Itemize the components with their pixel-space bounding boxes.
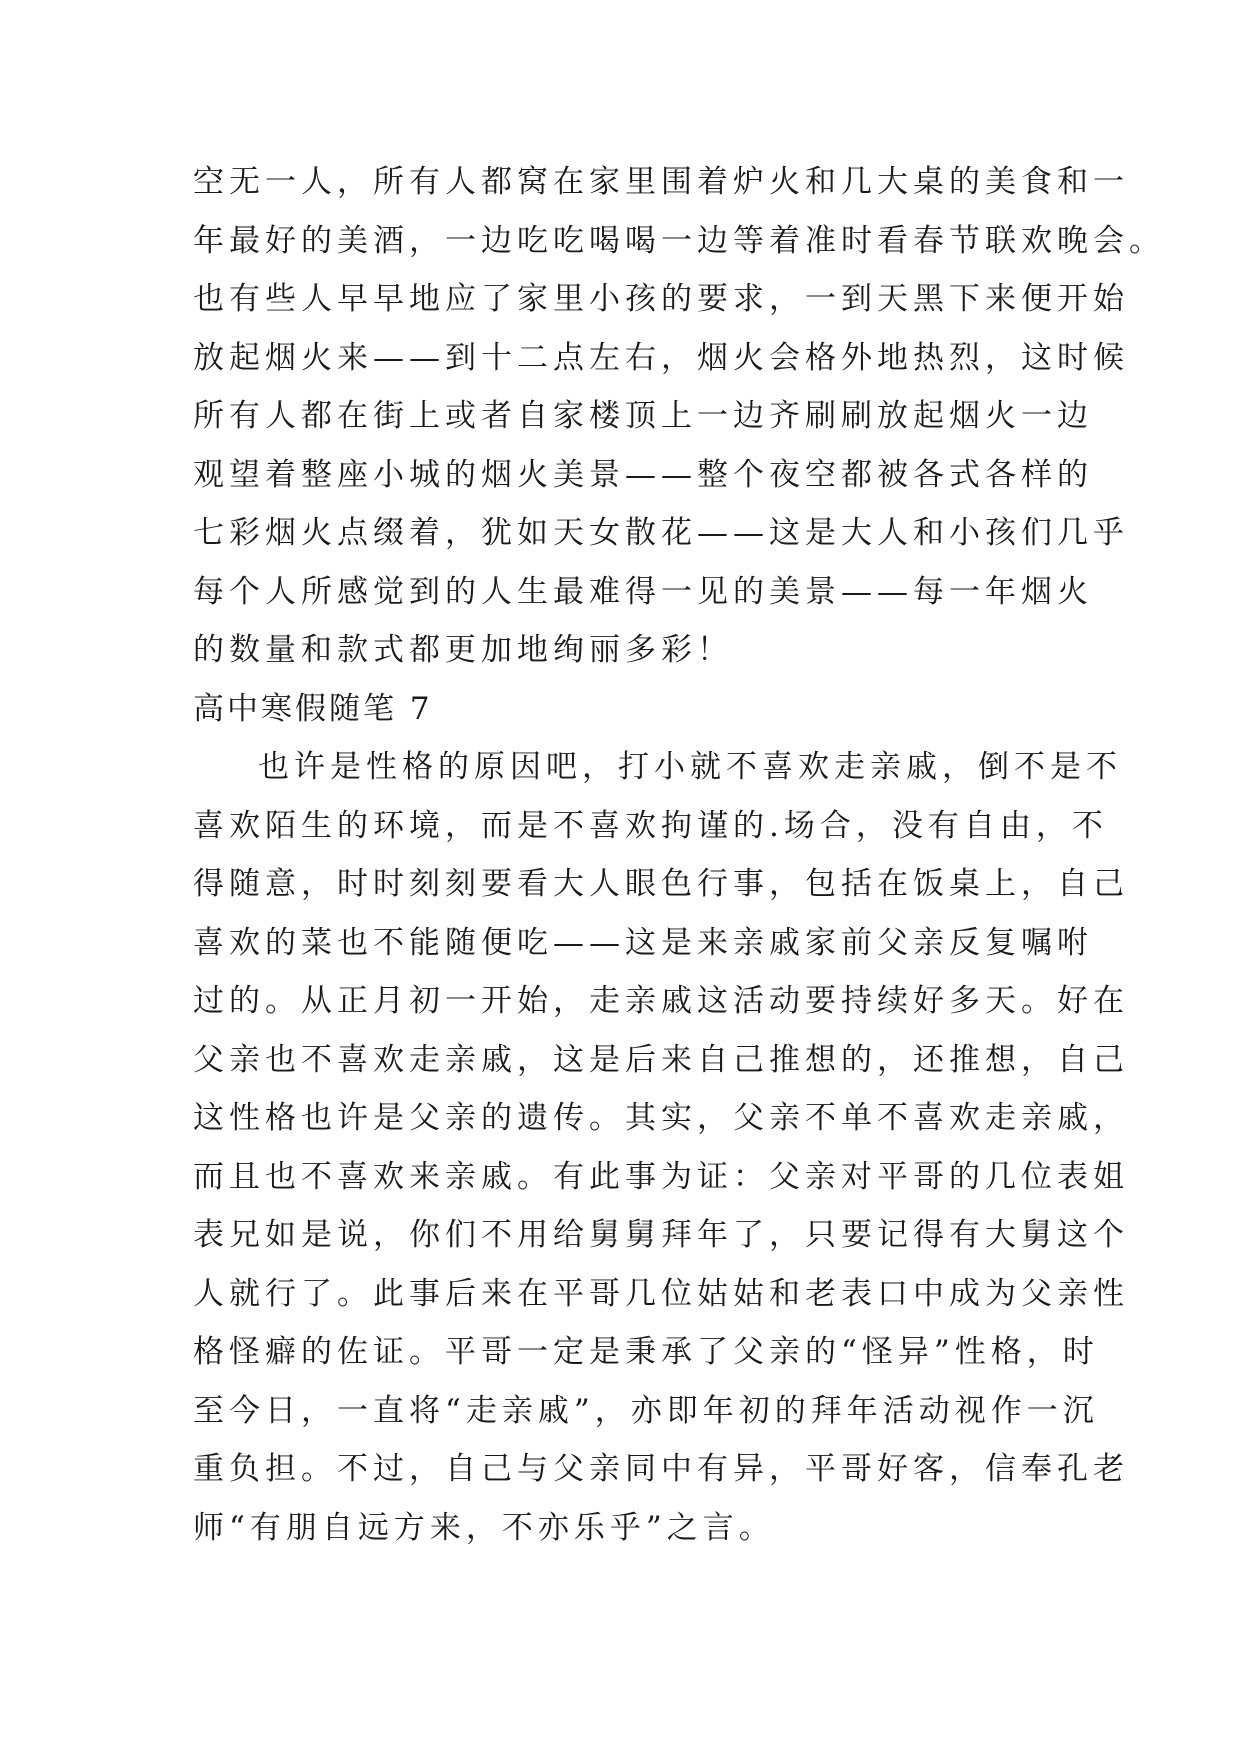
paragraph-line: 放起烟火来——到十二点左右，烟火会格外地热烈，这时候 [193,340,1129,376]
paragraph-line: 七彩烟火点缀着，犹如天女散花——这是大人和小孩们几乎 [193,515,1129,551]
paragraph-line: 每个人所感觉到的人生最难得一见的美景——每一年烟火 [193,574,1093,610]
paragraph-line: 空无一人，所有人都窝在家里围着炉火和几大桌的美食和一 [193,164,1129,200]
paragraph-line: 年最好的美酒，一边吃吃喝喝一边等着准时看春节联欢晚会。 [193,223,1165,259]
paragraph-line: 喜欢的菜也不能随便吃——这是来亲戚家前父亲反复嘱咐 [193,925,1093,961]
paragraph-line: 而且也不喜欢来亲戚。有此事为证：父亲对平哥的几位表姐 [193,1159,1129,1195]
paragraph-line: 所有人都在街上或者自家楼顶上一边齐刷刷放起烟火一边 [193,398,1093,434]
paragraph-line: 人就行了。此事后来在平哥几位姑姑和老表口中成为父亲性 [193,1276,1129,1312]
paragraph-line: 表兄如是说，你们不用给舅舅拜年了，只要记得有大舅这个 [193,1217,1129,1253]
paragraph-line: 也有些人早早地应了家里小孩的要求，一到天黑下来便开始 [193,281,1129,317]
paragraph-line: 至今日，一直将“走亲戚”，亦即年初的拜年活动视作一沉 [193,1393,1099,1429]
paragraph-line: 格怪癖的佐证。平哥一定是秉承了父亲的“怪异”性格，时 [193,1334,1099,1370]
paragraph-line: 过的。从正月初一开始，走亲戚这活动要持续好多天。好在 [193,983,1129,1019]
section-heading: 高中寒假随笔 7 [193,691,433,727]
paragraph-line: 父亲也不喜欢走亲戚，这是后来自己推想的，还推想，自己 [193,1042,1129,1078]
paragraph-line: 喜欢陌生的环境，而是不喜欢拘谨的.场合，没有自由，不 [193,808,1108,844]
paragraph-line: 这性格也许是父亲的遗传。其实，父亲不单不喜欢走亲戚， [193,1100,1129,1136]
paragraph-line: 也许是性格的原因吧，打小就不喜欢走亲戚，倒不是不 [258,749,1122,785]
paragraph-line: 重负担。不过，自己与父亲同中有异，平哥好客，信奉孔老 [193,1451,1129,1487]
paragraph-line: 得随意，时时刻刻要看大人眼色行事，包括在饭桌上，自己 [193,866,1129,902]
paragraph-line: 观望着整座小城的烟火美景——整个夜空都被各式各样的 [193,457,1093,493]
paragraph-line: 的数量和款式都更加地绚丽多彩！ [193,632,733,668]
paragraph-line: 师“有朋自远方来，不亦乐乎”之言。 [193,1510,775,1546]
